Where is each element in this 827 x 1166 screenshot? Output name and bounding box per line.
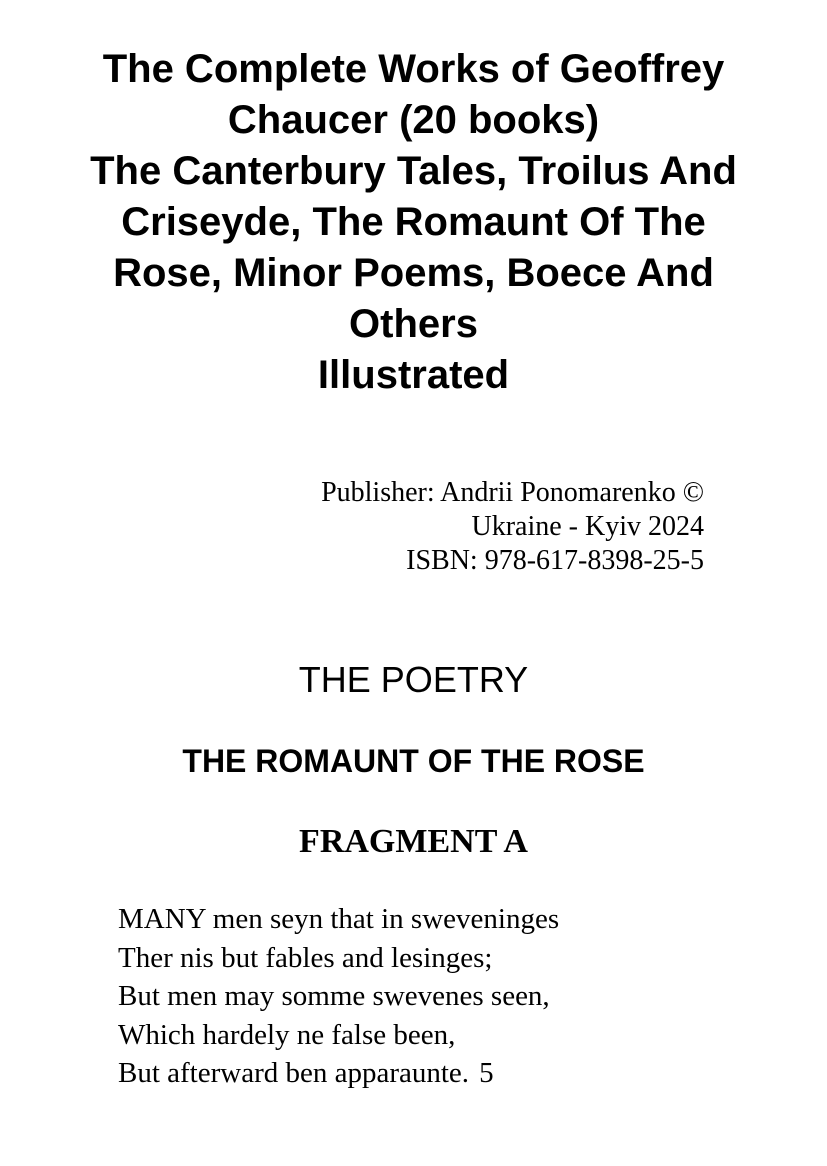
title-line: Criseyde, The Romaunt Of The [121, 200, 706, 244]
verse-line: Ther nis but fables and lesinges; [118, 941, 493, 974]
title-line: Illustrated [317, 353, 510, 397]
verse-line-last [118, 1054, 559, 1093]
verse-block [118, 900, 559, 1093]
title-line: Chaucer (20 books) [227, 98, 600, 142]
publisher-info [204, 476, 704, 578]
verse-line: Which hardely ne false been, [118, 1018, 456, 1051]
line-number: 5 [479, 1057, 494, 1089]
verse-line-text: But afterward ben apparaunte. [118, 1057, 470, 1089]
work-heading: THE ROMAUNT OF THE ROSE [182, 743, 645, 779]
fragment-heading: FRAGMENT A [299, 823, 528, 860]
title-line: Others [349, 302, 478, 346]
verse-line: But men may somme swevenes seen, [118, 980, 550, 1012]
isbn-line: ISBN: 978-617-8398-25-5 [406, 545, 704, 576]
book-title [30, 44, 797, 401]
title-line: The Canterbury Tales, Troilus And [90, 149, 737, 193]
location-line: Ukraine - Kyiv 2024 [471, 511, 704, 542]
title-line: The Complete Works of Geoffrey [102, 47, 725, 91]
title-line: Rose, Minor Poems, Boece And [113, 251, 714, 295]
publisher-line: Publisher: Andrii Ponomarenko © [321, 477, 704, 508]
verse-line: MANY men seyn that in sweveninges [118, 903, 560, 935]
part-heading: THE POETRY [298, 659, 529, 700]
